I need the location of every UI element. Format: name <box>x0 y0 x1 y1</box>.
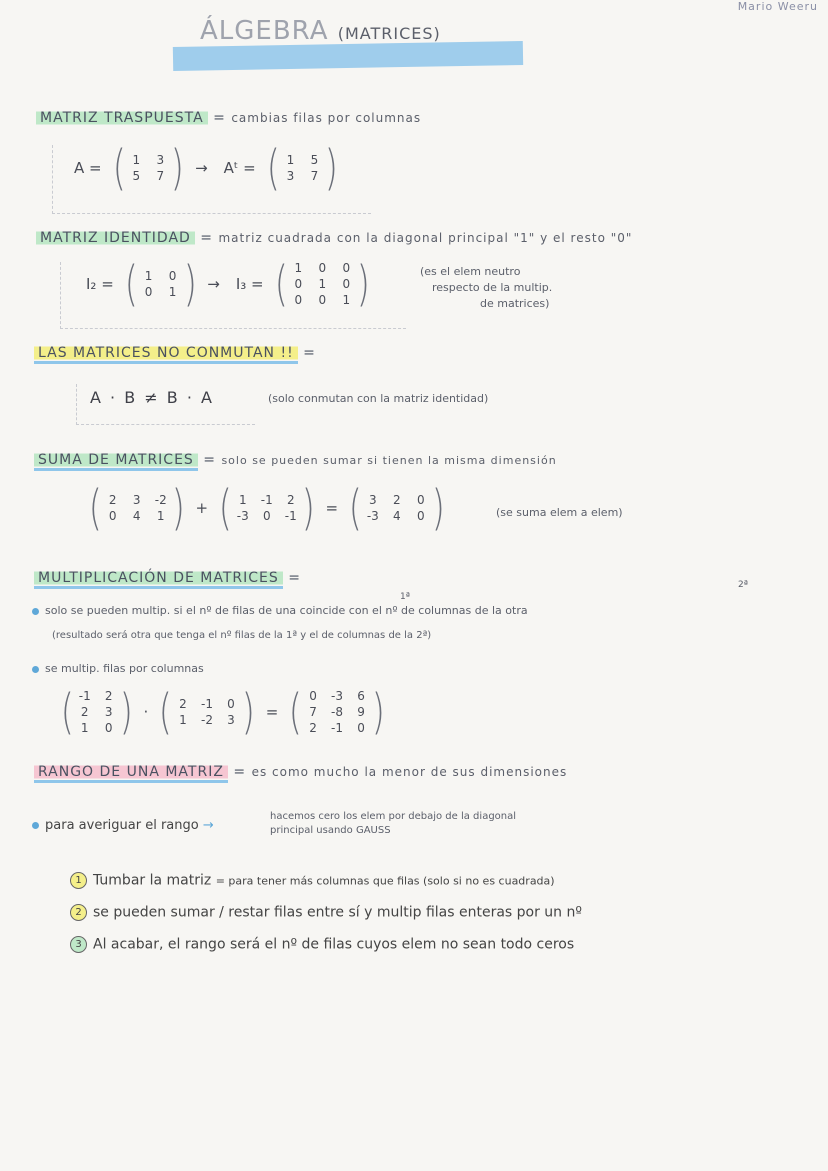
step-number: 3 <box>70 936 87 953</box>
suma-note: (se suma elem a elem) <box>496 506 623 519</box>
matrix-cells: 2 3 -2 0 4 1 <box>108 493 167 523</box>
rango-bullet: para averiguar el rango → <box>32 818 214 833</box>
matrix-M2: ( 1 -1 2 -3 0 -1 ) <box>218 480 315 536</box>
multiplicacion-bullet-2: se multip. filas por columnas <box>32 662 204 675</box>
section-multiplicacion-heading: MULTIPLICACIÓN DE MATRICES = <box>34 570 301 586</box>
matrix-R: ( 3 2 0 -3 4 0 ) <box>348 480 445 536</box>
section-rango-heading: RANGO DE UNA MATRIZ = es como mucho la menor de sus dimensiones <box>34 764 567 780</box>
suma-example: ( 2 3 -2 0 4 1 ) + ( 1 -1 2 -3 0 -1 ) = ( 3 2 0 -3 4 0 ) <box>86 484 448 532</box>
arrow-icon: → <box>202 818 214 833</box>
rango-bullet-note: hacemos cero los elem por debajo de la diagonal principal usando GAUSS <box>270 811 517 836</box>
multiplicacion-example: ( -1 2 2 3 1 0 ) · ( 2 -1 0 1 -2 3 ) = ( 0 -3 6 7 -8 9 2 -1 0 ) <box>58 688 388 736</box>
matrix-I3: ( 1 0 0 0 1 0 0 0 1 ) <box>274 256 371 312</box>
matrix-cells: 1 5 3 7 <box>286 153 319 183</box>
arrow-icon: → <box>195 159 208 177</box>
matrix-M2: ( 2 -1 0 1 -2 3 ) <box>159 684 255 740</box>
rango-step-1: 1 Tumbar la matriz = para tener más columnas que filas (solo si no es cuadrada) <box>70 872 555 889</box>
matrix-cells: 1 -1 2 -3 0 -1 <box>236 493 297 523</box>
section-traspuesta-heading: MATRIZ TRASPUESTA = cambias filas por columnas <box>36 110 421 126</box>
matrix-A: ( 1 3 5 7 ) <box>112 140 185 196</box>
rango-step-3: 3 Al acabar, el rango será el nº de filas cuyos elem no sean todo ceros <box>70 936 574 953</box>
superscript-second: 2ª <box>738 580 748 590</box>
title-sub: (MATRICES) <box>337 24 441 43</box>
multiplicacion-bullet-1: solo se pueden multip. si el nº de filas de una coincide con el nº de columnas de la otra <box>32 604 528 617</box>
bullet-icon <box>32 608 39 615</box>
superscript-first: 1ª <box>400 592 410 602</box>
matrix-cells: 1 0 0 1 <box>144 269 177 299</box>
conmutan-formula: A · B ≠ B · A <box>90 388 214 407</box>
matrix-At: ( 1 5 3 7 ) <box>266 140 339 196</box>
step-number: 1 <box>70 872 87 889</box>
matrix-M1: ( -1 2 2 3 1 0 ) <box>60 684 133 740</box>
section-identidad-heading: MATRIZ IDENTIDAD = matriz cuadrada con la diagonal principal "1" y el resto "0" <box>36 230 632 246</box>
step-number: 2 <box>70 904 87 921</box>
author-name: Mario Weeru <box>737 0 818 13</box>
matrix-R: ( 0 -3 6 7 -8 9 2 -1 0 ) <box>289 684 385 740</box>
matrix-cells: 1 0 0 0 1 0 0 0 1 <box>294 261 351 307</box>
matrix-cells: 1 3 5 7 <box>132 153 165 183</box>
multiplicacion-bullet-1-note: (resultado será otra que tenga el nº filas de la 1ª y el de columnas de la 2ª) <box>52 630 432 641</box>
matrix-cells: 3 2 0 -3 4 0 <box>366 493 425 523</box>
matrix-cells: -1 2 2 3 1 0 <box>78 689 113 735</box>
identidad-note: (es el elem neutro respecto de la multip. de matrices) <box>420 265 553 310</box>
section-suma-heading: SUMA DE MATRICES = solo se pueden sumar si tienen la misma dimensión <box>34 452 557 468</box>
rango-step-2: 2 se pueden sumar / restar filas entre sí y multip filas enteras por un nº <box>70 904 582 921</box>
arrow-icon: → <box>207 275 220 293</box>
identidad-example: I₂ = ( 1 0 0 1 ) → I₃ = ( 1 0 0 0 1 0 0 0 1 ) <box>78 260 373 308</box>
bullet-icon <box>32 666 39 673</box>
section-conmutan-heading: LAS MATRICES NO CONMUTAN !! = <box>34 345 316 361</box>
conmutan-note: (solo conmutan con la matriz identidad) <box>268 392 489 405</box>
title-main: ÁLGEBRA <box>200 16 329 46</box>
matrix-M1: ( 2 3 -2 0 4 1 ) <box>88 480 185 536</box>
matrix-cells: 2 -1 0 1 -2 3 <box>179 697 235 727</box>
matrix-cells: 0 -3 6 7 -8 9 2 -1 0 <box>309 689 365 735</box>
matrix-I2: ( 1 0 0 1 ) <box>124 256 197 312</box>
page-title <box>200 16 441 46</box>
traspuesta-example: A = ( 1 3 5 7 ) → Aᵗ = ( 1 5 3 7 ) <box>66 144 341 192</box>
bullet-icon <box>32 822 39 829</box>
